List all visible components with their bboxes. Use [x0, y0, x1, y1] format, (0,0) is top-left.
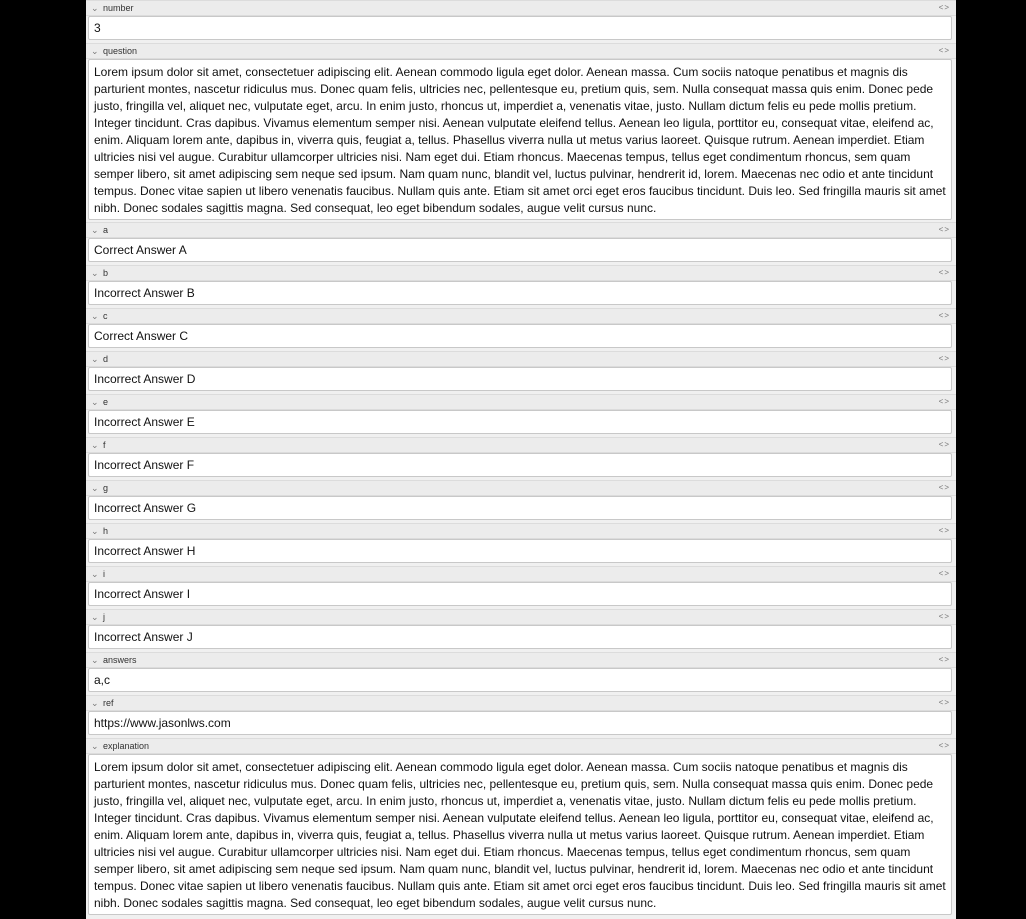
chevron-down-icon[interactable]: ⌄ [91, 655, 99, 665]
answer-c-input[interactable]: Correct Answer C [88, 324, 952, 348]
field-label: explanation [103, 741, 150, 751]
field-header [86, 265, 956, 281]
field-label: f [103, 440, 106, 450]
code-toggle-icon[interactable]: <> [938, 612, 950, 621]
field-question [86, 43, 956, 215]
answer-d-input[interactable]: Incorrect Answer D [88, 367, 952, 391]
field-label: ref [103, 698, 114, 708]
answer-f-input[interactable]: Incorrect Answer F [88, 453, 952, 477]
field-j [86, 609, 956, 644]
code-toggle-icon[interactable]: <> [938, 225, 950, 234]
field-g [86, 480, 956, 515]
field-answers [86, 652, 956, 687]
form-panel [86, 0, 956, 919]
code-toggle-icon[interactable]: <> [938, 397, 950, 406]
chevron-down-icon[interactable]: ⌄ [91, 354, 99, 364]
field-label: a [103, 225, 109, 235]
field-label: question [103, 46, 138, 56]
field-number [86, 0, 956, 35]
field-header [86, 308, 956, 324]
code-toggle-icon[interactable]: <> [938, 483, 950, 492]
field-header [86, 609, 956, 625]
field-h [86, 523, 956, 558]
answer-e-input[interactable]: Incorrect Answer E [88, 410, 952, 434]
chevron-down-icon[interactable]: ⌄ [91, 46, 99, 56]
code-toggle-icon[interactable]: <> [938, 268, 950, 277]
answer-h-input[interactable]: Incorrect Answer H [88, 539, 952, 563]
field-b [86, 265, 956, 300]
field-explanation [86, 738, 956, 910]
chevron-down-icon[interactable]: ⌄ [91, 397, 99, 407]
code-toggle-icon[interactable]: <> [938, 569, 950, 578]
field-label: d [103, 354, 109, 364]
code-toggle-icon[interactable]: <> [938, 440, 950, 449]
code-toggle-icon[interactable]: <> [938, 655, 950, 664]
field-header [86, 437, 956, 453]
field-header [86, 695, 956, 711]
field-i [86, 566, 956, 601]
field-header [86, 652, 956, 668]
field-label: i [103, 569, 105, 579]
field-c [86, 308, 956, 343]
code-toggle-icon[interactable]: <> [938, 526, 950, 535]
explanation-textarea[interactable]: Lorem ipsum dolor sit amet, consectetuer adipiscing elit. Aenean commodo ligula eget dolor. Aenean massa. Cum sociis natoque penatibus et magnis dis parturient montes, nascetur ridiculus mus. Donec quam felis, ultricies nec, pellentesque eu, pretium quis, sem. Nulla consequat massa quis enim. Donec pede justo, fringilla vel, aliquet nec, vulputate eget, arcu. In enim justo, rhoncus ut, imperdiet a, venenatis vitae, justo. Nullam dictum felis eu pede mollis pretium. Integer tincidunt. Cras dapibus. Vivamus elementum semper nisi. Aenean vulputate eleifend tellus. Aenean leo ligula, porttitor eu, consequat vitae, eleifend ac, enim. Aliquam lorem ante, dapibus in, viverra quis, feugiat a, tellus. Phasellus viverra nulla ut metus varius laoreet. Quisque rutrum. Aenean imperdiet. Etiam ultricies nisi vel augue. Curabitur ullamcorper ultricies nisi. Nam eget dui. Etiam rhoncus. Maecenas tempus, tellus eget condimentum rhoncus, sem quam semper libero, sit amet adipiscing sem neque sed ipsum. Nam quam nunc, blandit vel, luctus pulvinar, hendrerit id, lorem. Maecenas nec odio et ante tincidunt tempus. Donec vitae sapien ut libero venenatis faucibus. Nullam quis ante. Etiam sit amet orci eget eros faucibus tincidunt. Duis leo. Sed fringilla mauris sit amet nibh. Donec sodales sagittis magna. Sed consequat, leo eget bibendum sodales, augue velit cursus nunc. [88, 754, 952, 915]
answer-g-input[interactable]: Incorrect Answer G [88, 496, 952, 520]
code-toggle-icon[interactable]: <> [938, 741, 950, 750]
field-label: g [103, 483, 109, 493]
field-header [86, 566, 956, 582]
field-header [86, 523, 956, 539]
field-ref [86, 695, 956, 730]
chevron-down-icon[interactable]: ⌄ [91, 569, 99, 579]
field-label: b [103, 268, 109, 278]
chevron-down-icon[interactable]: ⌄ [91, 440, 99, 450]
code-toggle-icon[interactable]: <> [938, 311, 950, 320]
code-toggle-icon[interactable]: <> [938, 698, 950, 707]
field-header [86, 480, 956, 496]
field-label: number [103, 3, 134, 13]
answer-i-input[interactable]: Incorrect Answer I [88, 582, 952, 606]
field-label: h [103, 526, 109, 536]
field-header [86, 222, 956, 238]
field-header [86, 394, 956, 410]
field-d [86, 351, 956, 386]
chevron-down-icon[interactable]: ⌄ [91, 526, 99, 536]
chevron-down-icon[interactable]: ⌄ [91, 268, 99, 278]
field-header [86, 351, 956, 367]
answer-b-input[interactable]: Incorrect Answer B [88, 281, 952, 305]
chevron-down-icon[interactable]: ⌄ [91, 698, 99, 708]
chevron-down-icon[interactable]: ⌄ [91, 3, 99, 13]
field-label: c [103, 311, 108, 321]
field-header [86, 0, 956, 16]
number-input[interactable]: 3 [88, 16, 952, 40]
code-toggle-icon[interactable]: <> [938, 354, 950, 363]
code-toggle-icon[interactable]: <> [938, 3, 950, 12]
chevron-down-icon[interactable]: ⌄ [91, 225, 99, 235]
chevron-down-icon[interactable]: ⌄ [91, 483, 99, 493]
code-toggle-icon[interactable]: <> [938, 46, 950, 55]
question-textarea[interactable]: Lorem ipsum dolor sit amet, consectetuer adipiscing elit. Aenean commodo ligula eget dolor. Aenean massa. Cum sociis natoque penatibus et magnis dis parturient montes, nascetur ridiculus mus. Donec quam felis, ultricies nec, pellentesque eu, pretium quis, sem. Nulla consequat massa quis enim. Donec pede justo, fringilla vel, aliquet nec, vulputate eget, arcu. In enim justo, rhoncus ut, imperdiet a, venenatis vitae, justo. Nullam dictum felis eu pede mollis pretium. Integer tincidunt. Cras dapibus. Vivamus elementum semper nisi. Aenean vulputate eleifend tellus. Aenean leo ligula, porttitor eu, consequat vitae, eleifend ac, enim. Aliquam lorem ante, dapibus in, viverra quis, feugiat a, tellus. Phasellus viverra nulla ut metus varius laoreet. Quisque rutrum. Aenean imperdiet. Etiam ultricies nisi vel augue. Curabitur ullamcorper ultricies nisi. Nam eget dui. Etiam rhoncus. Maecenas tempus, tellus eget condimentum rhoncus, sem quam semper libero, sit amet adipiscing sem neque sed ipsum. Nam quam nunc, blandit vel, luctus pulvinar, hendrerit id, lorem. Maecenas nec odio et ante tincidunt tempus. Donec vitae sapien ut libero venenatis faucibus. Nullam quis ante. Etiam sit amet orci eget eros faucibus tincidunt. Duis leo. Sed fringilla mauris sit amet nibh. Donec sodales sagittis magna. Sed consequat, leo eget bibendum sodales, augue velit cursus nunc. [88, 59, 952, 220]
field-header [86, 738, 956, 754]
chevron-down-icon[interactable]: ⌄ [91, 311, 99, 321]
chevron-down-icon[interactable]: ⌄ [91, 612, 99, 622]
field-f [86, 437, 956, 472]
field-e [86, 394, 956, 429]
answer-j-input[interactable]: Incorrect Answer J [88, 625, 952, 649]
field-header [86, 43, 956, 59]
field-a [86, 222, 956, 257]
answers-input[interactable]: a,c [88, 668, 952, 692]
field-label: answers [103, 655, 137, 665]
field-label: j [103, 612, 105, 622]
field-label: e [103, 397, 109, 407]
ref-input[interactable]: https://www.jasonlws.com [88, 711, 952, 735]
chevron-down-icon[interactable]: ⌄ [91, 741, 99, 751]
answer-a-input[interactable]: Correct Answer A [88, 238, 952, 262]
